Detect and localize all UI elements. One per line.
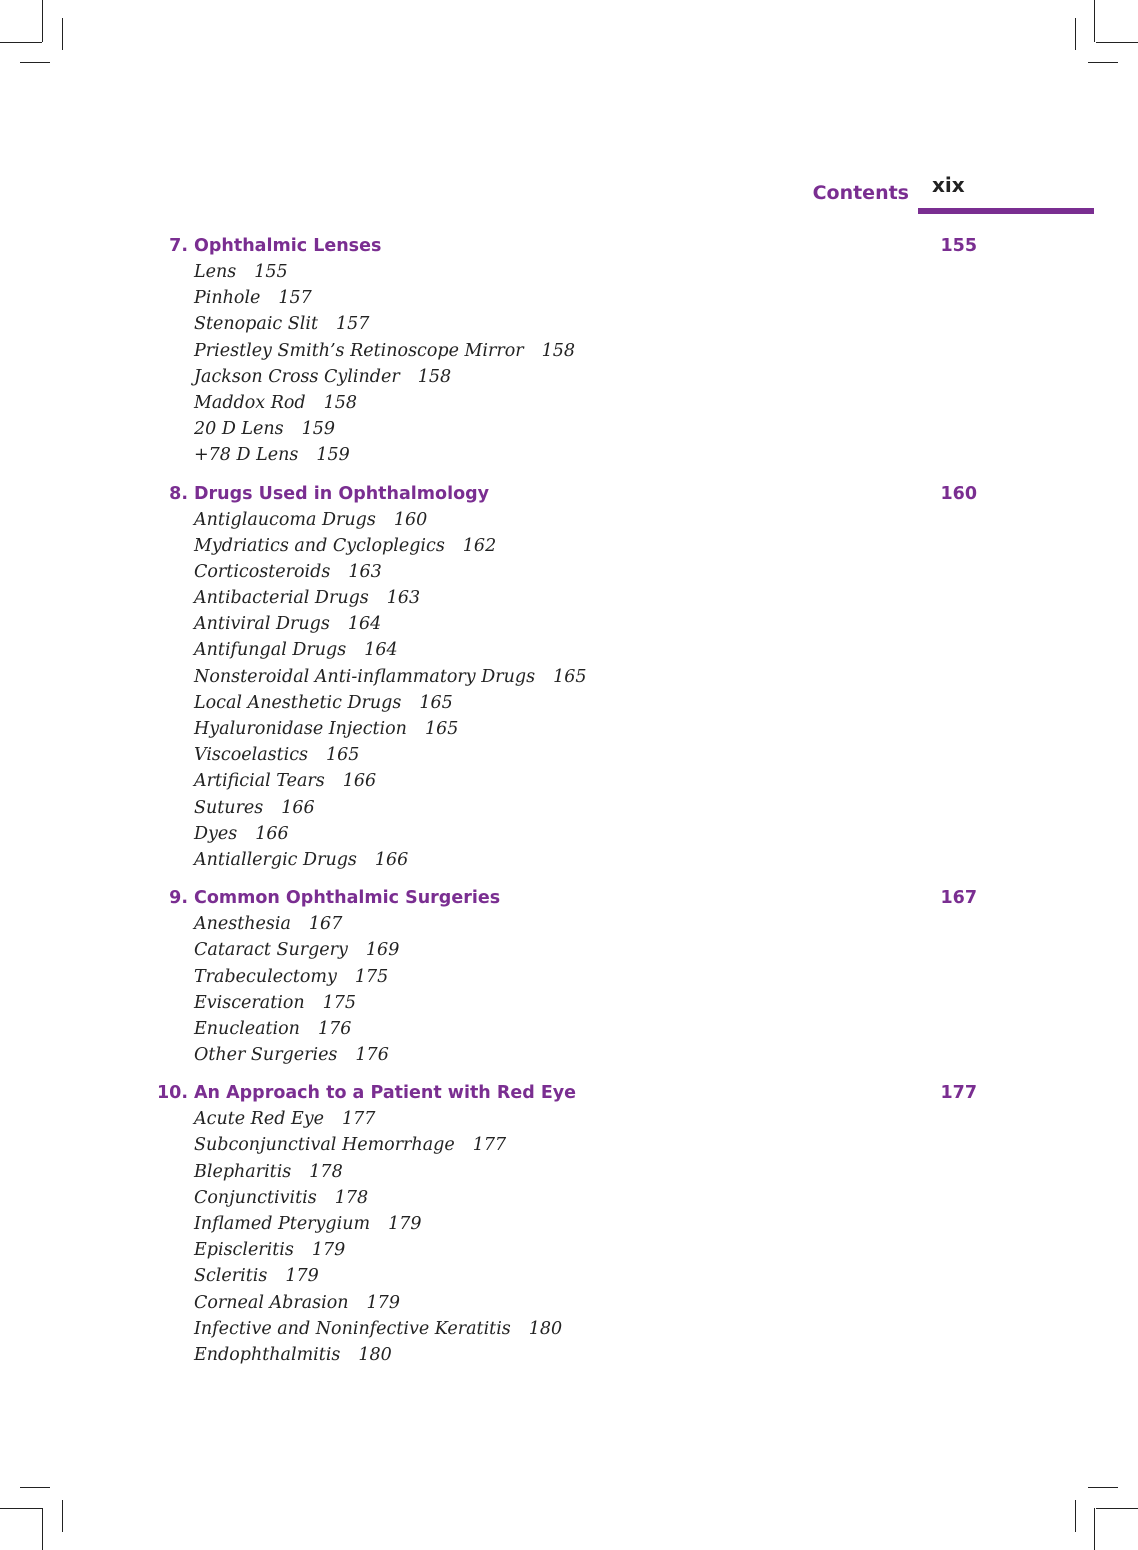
entry-page: 163 — [348, 561, 382, 582]
entry-title: Artificial Tears — [194, 771, 325, 792]
entry-page: 165 — [424, 719, 459, 739]
chapter-title: Ophthalmic Lenses — [194, 236, 382, 256]
toc-entry[interactable] — [194, 1263, 980, 1289]
entry-page: 179 — [366, 1292, 400, 1313]
entry-title: Sutures — [194, 797, 264, 818]
entry-title: Mydriatics and Cycloplegics — [194, 535, 445, 556]
crop-mark — [42, 1508, 43, 1550]
toc-entry[interactable] — [194, 990, 980, 1016]
entry-page: 165 — [419, 692, 453, 713]
entry-title: Blepharitis — [194, 1161, 292, 1182]
crop-mark — [1088, 1487, 1118, 1488]
toc-entry[interactable] — [194, 847, 980, 873]
toc-entry[interactable] — [194, 716, 980, 742]
entry-title: Antiglaucoma Drugs — [194, 509, 376, 530]
toc-entry[interactable] — [194, 1016, 980, 1042]
toc-entry[interactable] — [194, 795, 980, 821]
entry-page: 176 — [355, 1045, 389, 1066]
chapter-section — [140, 233, 980, 469]
toc-entry[interactable] — [194, 1132, 980, 1158]
toc-entry[interactable] — [194, 285, 980, 311]
toc-entry[interactable] — [194, 637, 980, 663]
entry-page: 157 — [278, 288, 312, 309]
toc-entry[interactable] — [194, 416, 980, 442]
entry-title: Antibacterial Drugs — [194, 588, 369, 609]
entry-title: Antifungal Drugs — [194, 640, 347, 661]
chapter-number: 10. — [156, 1083, 188, 1104]
toc-entry[interactable] — [194, 1106, 980, 1132]
crop-mark — [1094, 1508, 1095, 1550]
chapter-heading[interactable] — [140, 885, 980, 911]
entry-page: 179 — [388, 1214, 422, 1234]
entry-title: Evisceration — [194, 992, 305, 1013]
toc-entry[interactable] — [194, 611, 980, 637]
entry-page: 176 — [317, 1018, 352, 1039]
entry-title: Dyes — [194, 823, 238, 844]
entry-page: 175 — [322, 992, 357, 1013]
entry-title: Enucleation — [194, 1018, 300, 1039]
chapter-heading[interactable] — [140, 233, 980, 259]
entry-page: 180 — [528, 1318, 563, 1339]
toc-entry[interactable] — [194, 768, 980, 794]
entry-page: 175 — [354, 966, 389, 987]
toc-entry[interactable] — [194, 338, 980, 364]
chapter-page: 167 — [940, 888, 977, 909]
toc-entry[interactable] — [194, 1042, 980, 1068]
toc-entry[interactable] — [194, 259, 980, 285]
entry-page: 158 — [417, 366, 452, 387]
entry-page: 169 — [365, 940, 400, 961]
chapter-title: Drugs Used in Ophthalmology — [194, 483, 490, 504]
section-list — [140, 1106, 980, 1368]
toc-entry[interactable] — [194, 311, 980, 337]
entry-title: Infective and Noninfective Keratitis — [194, 1318, 511, 1339]
crop-mark — [1096, 1508, 1138, 1509]
entry-page: 159 — [316, 445, 350, 466]
toc-entry[interactable] — [194, 1316, 980, 1342]
chapter-page: 160 — [940, 483, 977, 504]
toc-entry[interactable] — [194, 559, 980, 585]
toc-entry[interactable] — [194, 664, 980, 690]
toc-entry[interactable] — [194, 911, 980, 937]
entry-title: Pinhole — [194, 288, 261, 309]
toc-entry[interactable] — [194, 1211, 980, 1237]
entry-page: 162 — [462, 535, 497, 556]
entry-page: 164 — [364, 640, 398, 661]
toc-entry[interactable] — [194, 1290, 980, 1316]
entry-title: Antiviral Drugs — [194, 614, 330, 635]
entry-page: 180 — [358, 1344, 392, 1365]
toc-entry[interactable] — [194, 364, 980, 390]
toc-entry[interactable] — [194, 1185, 980, 1211]
toc-entry[interactable] — [194, 964, 980, 990]
entry-page: 177 — [341, 1109, 376, 1130]
table-of-contents — [140, 233, 980, 1380]
entry-title: Jackson Cross Cylinder — [194, 366, 400, 387]
entry-page: 167 — [308, 914, 343, 935]
page-number: xix — [932, 173, 965, 197]
entry-title: Conjunctivitis — [194, 1187, 317, 1208]
entry-page: 160 — [393, 509, 428, 530]
chapter-heading[interactable] — [140, 1080, 980, 1106]
entry-page: 178 — [334, 1187, 369, 1208]
entry-page: 157 — [336, 314, 370, 335]
toc-entry[interactable] — [194, 1237, 980, 1263]
entry-page: 178 — [309, 1161, 343, 1182]
entry-title: Episcleritis — [194, 1240, 294, 1261]
entry-title: Acute Red Eye — [194, 1109, 324, 1130]
entry-title: Hyaluronidase Injection — [194, 719, 407, 739]
crop-mark — [20, 1487, 50, 1488]
header-rule — [918, 208, 1094, 214]
chapter-title: An Approach to a Patient with Red Eye — [194, 1083, 577, 1104]
entry-title: Viscoelastics — [194, 745, 309, 766]
toc-entry[interactable] — [194, 442, 980, 468]
section-list — [140, 911, 980, 1068]
entry-page: 165 — [553, 666, 587, 687]
entry-page: 179 — [285, 1266, 319, 1287]
chapter-section — [140, 1080, 980, 1368]
chapter-page: 177 — [940, 1083, 977, 1104]
running-head — [0, 0, 1138, 220]
entry-page: 166 — [374, 849, 409, 870]
toc-entry[interactable] — [194, 1342, 980, 1368]
entry-page: 164 — [347, 614, 382, 635]
chapter-section — [140, 885, 980, 1068]
toc-entry[interactable] — [194, 585, 980, 611]
entry-title: Anesthesia — [194, 914, 291, 935]
running-head-label: Contents — [812, 182, 909, 204]
chapter-number: 8. — [169, 483, 188, 504]
entry-title: +78 D Lens — [194, 445, 299, 466]
entry-title: Trabeculectomy — [194, 966, 337, 987]
entry-page: 158 — [541, 340, 576, 361]
crop-mark — [1075, 1500, 1076, 1532]
entry-title: Other Surgeries — [194, 1045, 338, 1066]
entry-title: Corneal Abrasion — [194, 1292, 349, 1313]
chapter-number: 7. — [169, 236, 188, 256]
entry-title: Cataract Surgery — [194, 940, 348, 961]
entry-title: Lens — [194, 262, 237, 282]
section-list — [140, 259, 980, 469]
crop-mark — [62, 1500, 63, 1532]
toc-entry[interactable] — [194, 507, 980, 533]
chapter-number: 9. — [169, 888, 188, 909]
toc-entry[interactable] — [194, 1159, 980, 1185]
entry-title: Antiallergic Drugs — [194, 849, 357, 870]
entry-title: Nonsteroidal Anti-inflammatory Drugs — [194, 666, 536, 687]
toc-entry[interactable] — [194, 690, 980, 716]
entry-page: 166 — [255, 823, 289, 844]
entry-page: 166 — [342, 771, 377, 792]
chapter-title: Common Ophthalmic Surgeries — [194, 888, 501, 909]
entry-page: 165 — [326, 745, 360, 766]
entry-page: 159 — [301, 419, 336, 440]
toc-entry[interactable] — [194, 533, 980, 559]
entry-page: 166 — [281, 797, 315, 818]
toc-entry[interactable] — [194, 821, 980, 847]
entry-page: 163 — [386, 588, 421, 609]
entry-title: Priestley Smith’s Retinoscope Mirror — [194, 340, 524, 361]
entry-title: Endophthalmitis — [194, 1344, 341, 1365]
entry-page: 158 — [323, 392, 358, 413]
entry-title: Local Anesthetic Drugs — [194, 692, 402, 713]
entry-title: Corticosteroids — [194, 561, 331, 582]
chapter-section — [140, 481, 980, 874]
entry-title: Scleritis — [194, 1266, 268, 1287]
crop-mark — [0, 1508, 42, 1509]
entry-page: 155 — [254, 262, 288, 282]
toc-entry[interactable] — [194, 937, 980, 963]
section-list — [140, 507, 980, 874]
entry-title: Subconjunctival Hemorrhage — [194, 1135, 455, 1156]
toc-entry[interactable] — [194, 390, 980, 416]
entry-title: Maddox Rod — [194, 392, 306, 413]
entry-page: 177 — [472, 1135, 507, 1156]
toc-entry[interactable] — [194, 742, 980, 768]
entry-page: 179 — [311, 1240, 346, 1261]
entry-title: Stenopaic Slit — [194, 314, 318, 335]
entry-title: Inflamed Pterygium — [194, 1214, 371, 1234]
chapter-heading[interactable] — [140, 481, 980, 507]
entry-title: 20 D Lens — [194, 419, 284, 440]
chapter-page: 155 — [940, 236, 977, 256]
